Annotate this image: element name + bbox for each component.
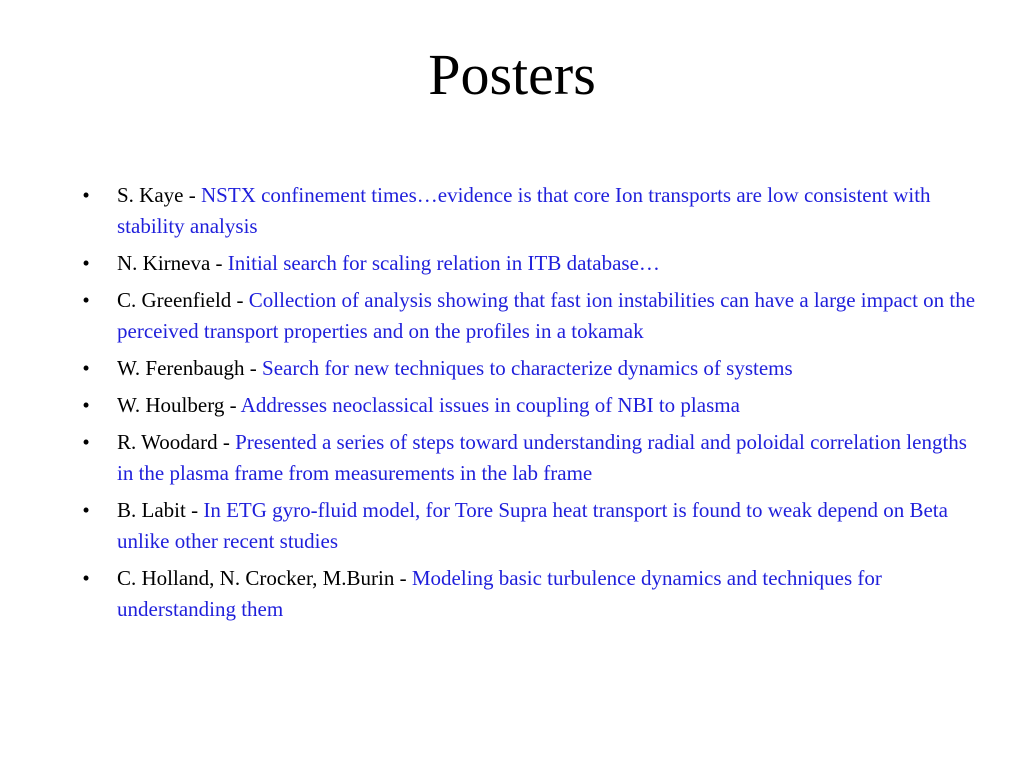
- poster-description: Collection of analysis showing that fast ion instabilities can have a large impact on the perceived transport properties and on the profiles in a tokamak: [117, 288, 976, 343]
- bullet-icon: •: [82, 251, 90, 275]
- poster-description: Addresses neoclassical issues in coupling of NBI to plasma: [240, 393, 740, 417]
- list-item: [76, 390, 976, 421]
- list-item: [76, 248, 976, 279]
- slide-title: Posters: [428, 42, 596, 107]
- poster-author: W. Houlberg -: [117, 393, 241, 417]
- bullet-icon: •: [82, 393, 90, 417]
- bullet-icon: •: [82, 566, 90, 590]
- list-item: [76, 563, 976, 625]
- poster-author: B. Labit -: [117, 498, 204, 522]
- poster-list: [76, 180, 976, 631]
- poster-author: C. Greenfield -: [117, 288, 249, 312]
- poster-description: In ETG gyro-fluid model, for Tore Supra heat transport is found to weak depend on Beta unlike other recent studies: [117, 498, 948, 553]
- bullet-icon: •: [82, 288, 90, 312]
- poster-author: R. Woodard -: [117, 430, 236, 454]
- poster-description: NSTX confinement times…evidence is that core Ion transports are low consistent with stability analysis: [117, 183, 931, 238]
- poster-author: W. Ferenbaugh -: [117, 356, 263, 380]
- list-item: [76, 353, 976, 384]
- poster-description: Presented a series of steps toward understanding radial and poloidal correlation lengths in the plasma frame from measurements in the lab frame: [117, 430, 967, 485]
- bullet-icon: •: [82, 430, 90, 454]
- poster-description: Initial search for scaling relation in ITB database…: [227, 251, 660, 275]
- list-item: [76, 180, 976, 242]
- poster-description: Modeling basic turbulence dynamics and techniques for understanding them: [117, 566, 882, 621]
- poster-author: N. Kirneva -: [117, 251, 228, 275]
- list-item: [76, 285, 976, 347]
- poster-description: Search for new techniques to characterize dynamics of systems: [262, 356, 793, 380]
- bullet-icon: •: [82, 356, 90, 380]
- bullet-icon: •: [82, 498, 90, 522]
- poster-author: C. Holland, N. Crocker, M.Burin -: [117, 566, 412, 590]
- bullet-icon: •: [82, 183, 90, 207]
- poster-author: S. Kaye -: [117, 183, 201, 207]
- list-item: [76, 495, 976, 557]
- list-item: [76, 427, 976, 489]
